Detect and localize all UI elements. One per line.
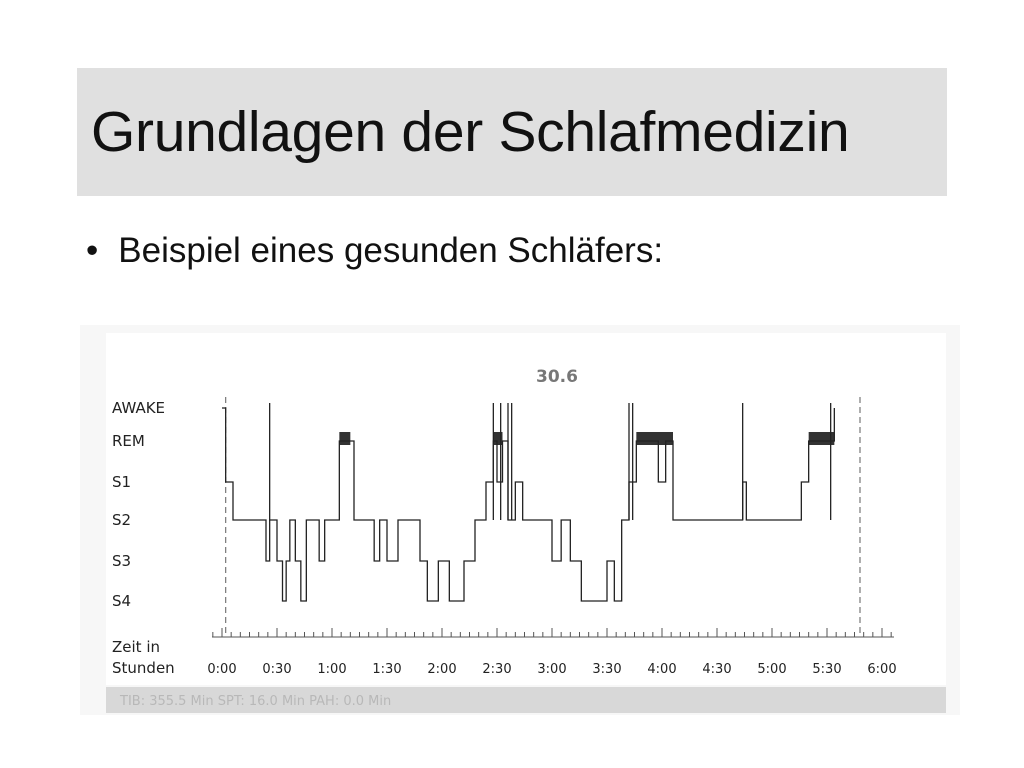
- x-tick-label: 5:30: [812, 662, 842, 677]
- stage-label-awake: AWAKE: [112, 399, 166, 417]
- bullet-item: [86, 231, 663, 271]
- x-label-line-2: Stunden: [112, 659, 175, 677]
- hypnogram-svg: [80, 325, 960, 715]
- footer-text: TIB: 355.5 Min SPT: 16.0 Min PAH: 0.0 Min: [120, 694, 392, 709]
- rem-period-block: [636, 432, 673, 445]
- x-tick-label: 5:00: [757, 662, 787, 677]
- x-tick-label: 3:30: [592, 662, 622, 677]
- x-tick-label: 4:30: [702, 662, 732, 677]
- x-tick-label: 0:30: [262, 662, 292, 677]
- hypnogram-chart: [80, 325, 960, 715]
- x-tick-label: 4:00: [647, 662, 677, 677]
- stage-label-rem: REM: [112, 432, 145, 450]
- x-tick-label: 1:30: [372, 662, 402, 677]
- bullet-text: Beispiel eines gesunden Schläfers:: [118, 231, 664, 270]
- bullet-dot-icon: •: [86, 231, 99, 270]
- x-tick-label: 3:00: [537, 662, 567, 677]
- slide-title: Grundlagen der Schlafmedizin: [91, 100, 850, 164]
- x-label-line-1: Zeit in: [112, 638, 160, 656]
- x-tick-label: 0:00: [207, 662, 237, 677]
- title-bar: [77, 68, 947, 196]
- plot-area: [106, 333, 946, 685]
- x-tick-label: 2:30: [482, 662, 512, 677]
- x-tick-label: 6:00: [867, 662, 897, 677]
- stage-label-s3: S3: [112, 552, 132, 570]
- rem-period-block: [339, 432, 350, 445]
- stage-label-s4: S4: [112, 592, 132, 610]
- x-tick-label: 2:00: [427, 662, 457, 677]
- stage-label-s1: S1: [112, 473, 132, 491]
- x-tick-label: 1:00: [317, 662, 347, 677]
- stage-label-s2: S2: [112, 511, 132, 529]
- chart-annotation: 30.6: [536, 367, 578, 387]
